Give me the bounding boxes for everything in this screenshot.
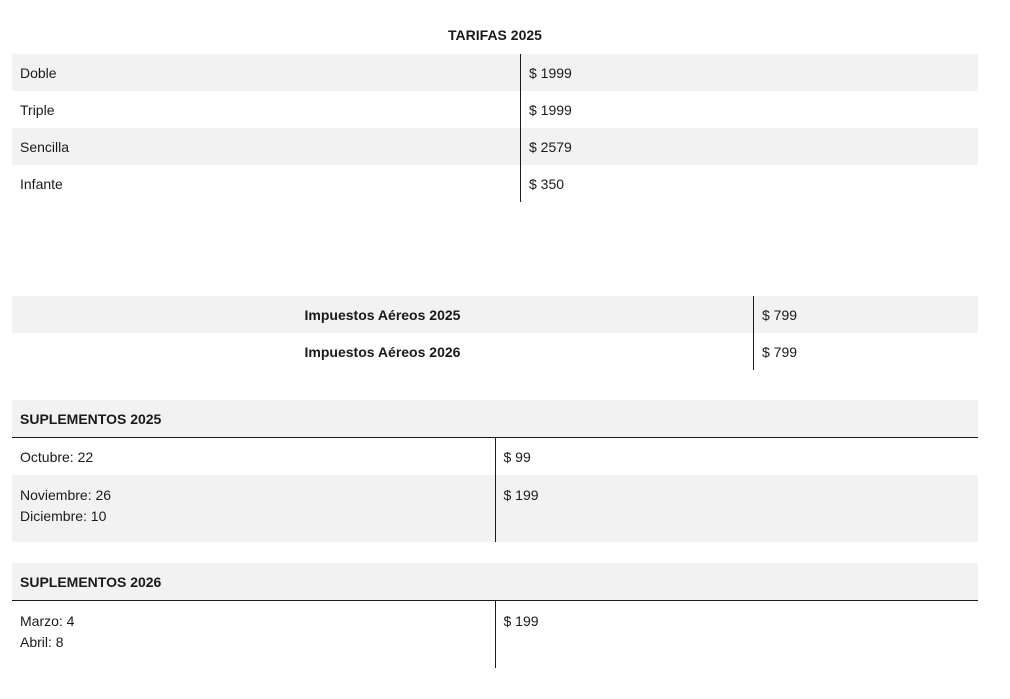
date-label [12, 475, 495, 542]
room-price: $ 2579 [521, 128, 979, 165]
suplementos-2025-title: SUPLEMENTOS 2025 [12, 400, 978, 438]
room-type-label: Doble [12, 54, 521, 91]
suplementos-2026-title: SUPLEMENTOS 2026 [12, 563, 978, 601]
date-line: Abril: 8 [20, 634, 64, 650]
table-row [12, 601, 978, 669]
room-type-label: Triple [12, 91, 521, 128]
impuestos-table [12, 296, 978, 370]
date-label [12, 438, 495, 476]
table-row [12, 54, 978, 91]
table-row [12, 128, 978, 165]
supplement-price: $ 199 [495, 601, 978, 669]
date-line: Marzo: 4 [20, 613, 75, 629]
tax-label: Impuestos Aéreos 2025 [12, 296, 754, 333]
table-header [12, 563, 978, 601]
table-header [12, 400, 978, 438]
table-row [12, 438, 978, 476]
table-row [12, 296, 978, 333]
date-line: Diciembre: 10 [20, 508, 107, 524]
tax-label: Impuestos Aéreos 2026 [12, 333, 754, 370]
room-type-label: Sencilla [12, 128, 521, 165]
room-price: $ 1999 [521, 54, 979, 91]
suplementos-2026-table [12, 563, 978, 668]
room-type-label: Infante [12, 165, 521, 202]
tax-price: $ 799 [754, 333, 979, 370]
table-row [12, 475, 978, 542]
date-line: Noviembre: 26 [20, 487, 112, 503]
table-row [12, 333, 978, 370]
tarifas-table [12, 54, 978, 202]
room-price: $ 1999 [521, 91, 979, 128]
date-line: Octubre: 22 [20, 448, 94, 465]
supplement-price: $ 199 [495, 475, 978, 542]
tarifas-title: TARIFAS 2025 [448, 27, 542, 43]
date-label [12, 601, 495, 669]
room-price: $ 350 [521, 165, 979, 202]
supplement-price: $ 99 [495, 438, 978, 476]
table-row [12, 165, 978, 202]
suplementos-2025-table [12, 400, 978, 542]
tax-price: $ 799 [754, 296, 979, 333]
table-row [12, 91, 978, 128]
